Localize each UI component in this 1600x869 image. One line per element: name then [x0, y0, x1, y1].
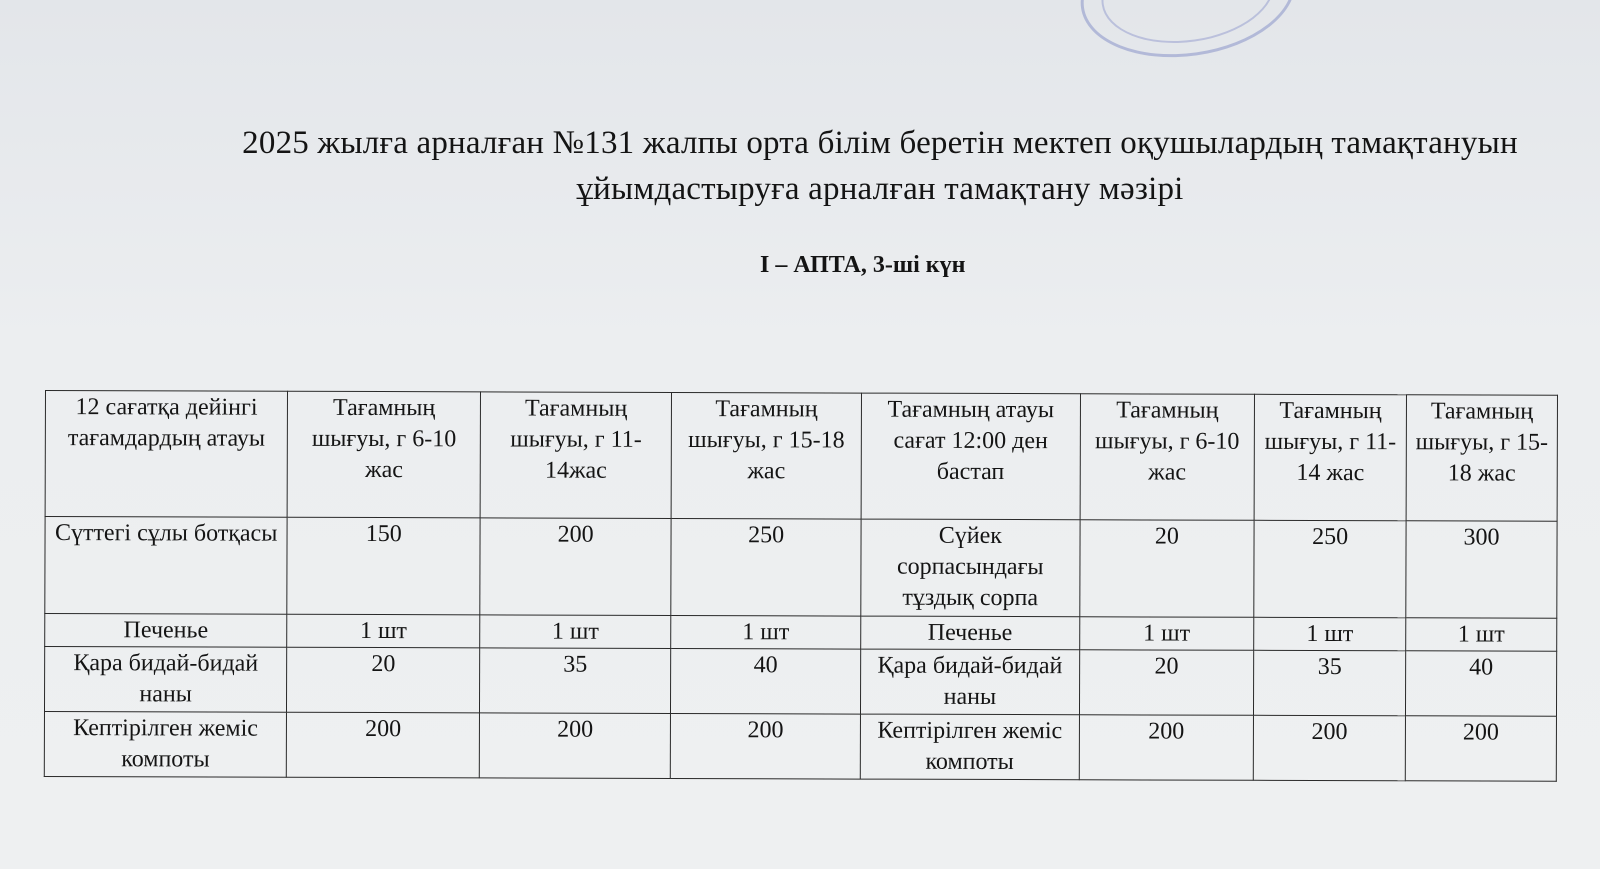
- table-cell: 20: [1079, 650, 1254, 716]
- table-cell: 200: [287, 712, 480, 778]
- table-row: [45, 517, 1557, 619]
- table-cell: 200: [670, 713, 860, 779]
- header-cell: Тағамның шығуы, г 6-10 жас: [1080, 394, 1255, 521]
- table-row: [44, 712, 1556, 782]
- table-cell: Кептірілген жеміс компоты: [44, 712, 286, 778]
- table-cell: 35: [480, 648, 671, 714]
- table-cell: 1 шт: [287, 614, 480, 648]
- table-cell: Қара бидай-бидай наны: [861, 649, 1080, 715]
- header-cell: 12 сағатқа дейінгі тағамдардың атауы: [45, 391, 288, 518]
- table-cell: 1 шт: [1406, 618, 1557, 651]
- official-stamp: [1072, 0, 1303, 70]
- menu-table: [44, 390, 1558, 782]
- table-cell: Кептірілген жеміс компоты: [860, 714, 1079, 780]
- table-cell: Печенье: [45, 614, 287, 648]
- table-cell: 1 шт: [480, 615, 671, 649]
- table-cell: 40: [671, 648, 861, 714]
- table-cell: 200: [1253, 715, 1405, 780]
- table-cell: Печенье: [861, 616, 1080, 650]
- table-cell: 1 шт: [1079, 617, 1254, 651]
- stamp-inner-ring: [1095, 0, 1281, 54]
- header-cell: Тағамның шығуы, г 11-14жас: [480, 392, 671, 519]
- table-cell: 200: [1405, 716, 1556, 781]
- table-cell: 200: [1079, 715, 1254, 781]
- header-cell: Тағамның шығуы, г 15-18 жас: [1406, 395, 1557, 521]
- table-cell: 250: [671, 518, 861, 616]
- table-cell: Сүттегі сұлы ботқасы: [45, 517, 288, 615]
- table-cell: Қара бидай-бидай наны: [44, 647, 286, 713]
- table-cell: 200: [480, 518, 671, 616]
- header-cell: Тағамның шығуы, г 11-14 жас: [1254, 394, 1406, 520]
- table-cell: 1 шт: [1254, 617, 1406, 650]
- table-row: [45, 614, 1557, 652]
- header-cell: Тағамның шығуы, г 15-18 жас: [671, 392, 861, 519]
- table-cell: 300: [1406, 521, 1557, 618]
- table-cell: 20: [1079, 520, 1254, 618]
- table-cell: 35: [1254, 650, 1406, 715]
- header-cell: Тағамның атауы сағат 12:00 ден бастап: [861, 393, 1080, 520]
- table-cell: 1 шт: [671, 615, 861, 649]
- table-cell: 40: [1406, 651, 1557, 716]
- table-cell: Сүйек сорпасындағы тұздық сорпа: [861, 519, 1080, 617]
- table-cell: 250: [1254, 520, 1406, 617]
- table-row: [44, 647, 1556, 717]
- table-header-row: [45, 391, 1557, 522]
- header-cell: Тағамның шығуы, г 6-10 жас: [287, 391, 480, 518]
- table-cell: 200: [479, 713, 670, 779]
- table-cell: 150: [287, 517, 480, 615]
- document-title: 2025 жылға арналған №131 жалпы орта білім беретін мектеп оқушылардың тамақтануын ұйымдастыруға арналған тамақтану мәзірі: [242, 125, 1518, 207]
- table-cell: 20: [287, 647, 480, 713]
- week-day-subtitle: І – АПТА, 3-ші күн: [760, 252, 966, 278]
